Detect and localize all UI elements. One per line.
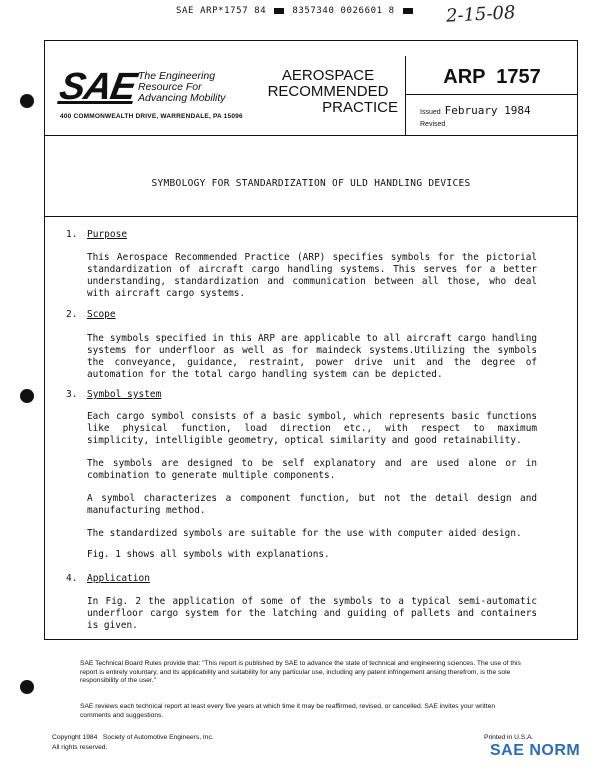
doc-type-line-1: AEROSPACE [281,67,375,84]
section-3-paragraph-1: Each cargo symbol consists of a basic symbol, which represents basic functions like physical function, load direction etc., with respect to maximum simplicity, intelligible geometry, optical similarity and good retainability. [87,411,537,446]
catalog-block-mark [274,8,284,14]
footer-rules: SAE Technical Board Rules provide that: "This report is published by SAE to advance the state of technical and engineering sciences. The use of this report is entirely voluntary, and its applicability and suitability for any particular use, including any patent infringement arising therefrom, is the sole responsibility of the user." [80,660,521,685]
doc-type-line-3: PRACTICE [322,99,398,116]
sae-tagline [138,71,248,104]
section-2-paragraph: The symbols specified in this ARP are applicable to all aircraft cargo handling systems for underfloor as well as for maindeck systems.Utilizing the symbols the conveyance, guidance, restraint, power drive unit and the degree of automation for the total cargo handling system can be depicted. [87,333,537,380]
section-3-paragraph-4: The standardized symbols are suitable for the use with computer aided design. [87,528,522,539]
tagline-line-1: The Engineering [138,70,216,82]
doc-type-line-2: RECOMMENDED [267,83,389,100]
section-1-number: 1. [66,229,78,240]
binder-hole-middle [20,389,34,403]
watermark-text: SAE NORM [490,742,581,759]
section-2-heading: Scope [87,309,116,320]
header-divider [44,135,578,136]
section-4-number: 4. [66,573,78,584]
document-number: ARP 1757 [443,66,541,88]
catalog-line [176,6,415,16]
tagline-line-3: Advancing Mobility [138,92,226,104]
issued-label: Issued [420,109,441,116]
header-vertical-divider [405,56,406,135]
section-4-heading: Application [87,573,150,584]
section-3-number: 3. [66,389,78,400]
section-1-paragraph: This Aerospace Recommended Practice (ARP) specifies symbols for the pictorial standardization of aircraft cargo handling systems. This serves for a better understanding, standardization and communication between all those, who deal with aircraft cargo systems. [87,252,537,299]
revised-label: Revised [420,121,446,128]
tagline-line-2: Resource For [138,81,202,93]
issued-date: February 1984 [444,104,531,117]
sae-norm-watermark [490,742,580,760]
section-2-number: 2. [66,309,78,320]
section-3-paragraph-3: A symbol characterizes a component function, but not the detail design and manufacturing method. [87,493,537,516]
catalog-line-left: SAE ARP*1757 84 [176,6,267,16]
footer-review: SAE reviews each technical report at least every five years at which time it may be reaffirmed, revised, or cancelled. SAE invites your written comments and suggestions. [80,703,496,719]
section-1-heading: Purpose [87,229,128,240]
section-3-heading: Symbol system [87,389,162,400]
section-4-paragraph: In Fig. 2 the application of some of the symbols to a typical semi-automatic underfloor cargo system for the latching and guiding of pallets and containers is given. [87,596,537,631]
issued-row [420,104,531,117]
title-divider [44,216,578,217]
catalog-line-right: 8357340 0026601 8 [292,6,395,16]
sae-address: 400 COMMONWEALTH DRIVE, WARRENDALE, PA 15096 [60,113,243,120]
section-3-paragraph-5: Fig. 1 shows all symbols with explanations. [87,549,330,560]
section-3-paragraph-2: The symbols are designed to be self explanatory and are used alone or in combination to generate multiple components. [87,458,537,481]
document-type [258,68,398,116]
binder-hole-bottom [20,680,34,694]
sae-logo: SAE [56,66,139,108]
catalog-block-mark-2 [403,8,413,14]
footer-rights: All rights reserved. [52,744,108,751]
footer-printed: Printed in U.S.A. [484,734,534,741]
footer-copyright: Copyright 1984 Society of Automotive Engineers, Inc. [52,734,214,741]
document-title: SYMBOLOGY FOR STANDARDIZATION OF ULD HANDLING DEVICES [151,178,471,189]
handwritten-date: 2-15-08 [445,2,516,27]
arp-number-divider [405,94,578,95]
binder-hole-top [20,94,34,108]
